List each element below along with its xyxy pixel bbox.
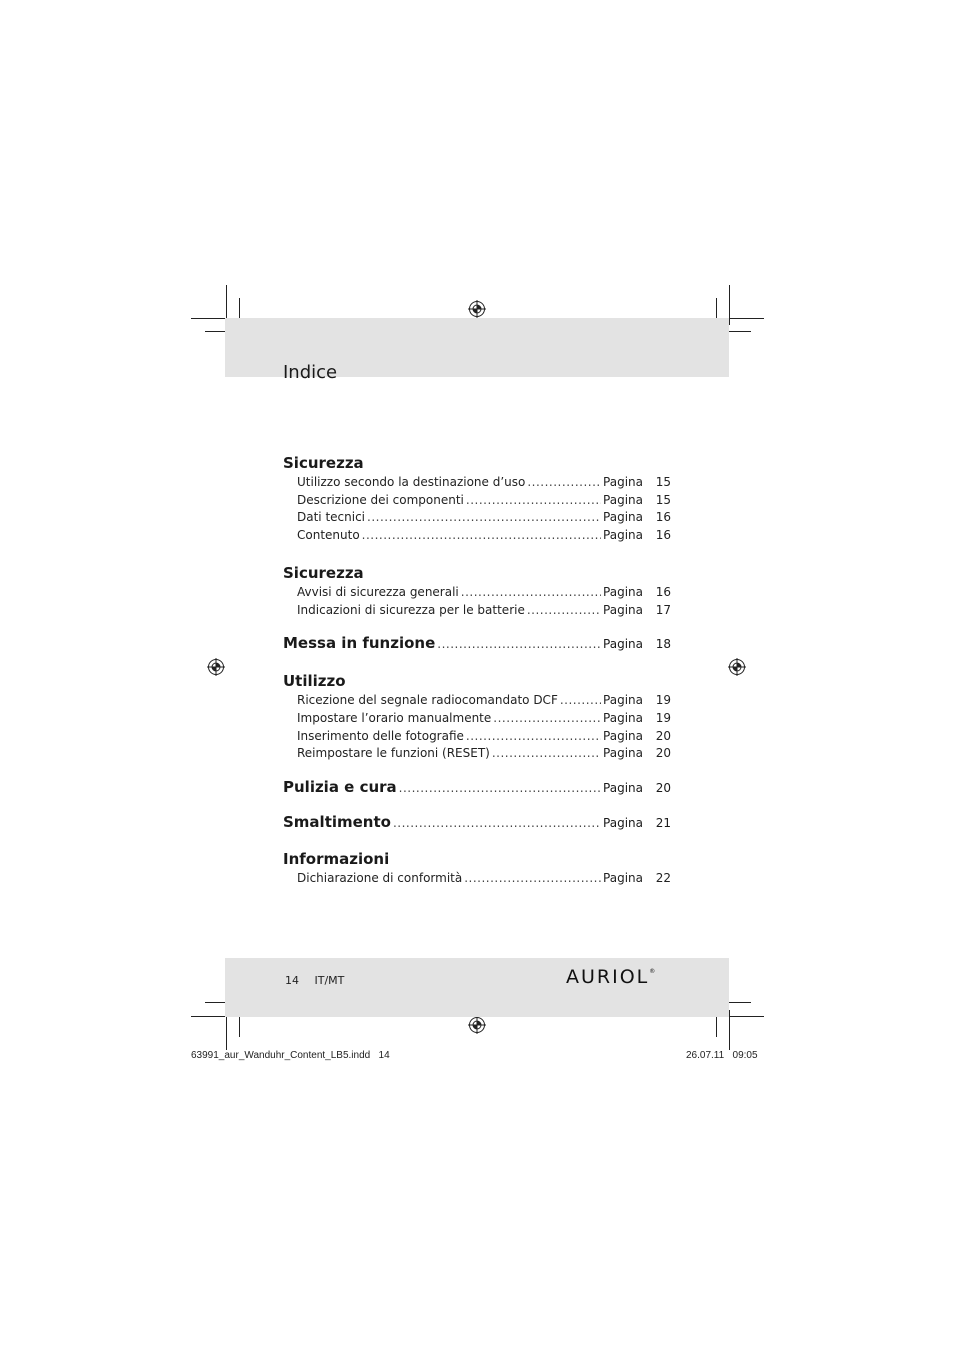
registration-mark-icon	[207, 658, 225, 676]
toc-entry-page-number: 20	[655, 781, 671, 796]
leader-dots	[399, 781, 601, 795]
toc-entry-label: Ricezione del segnale radiocomandato DCF	[297, 693, 558, 708]
toc-entry-page-word: Pagina	[603, 816, 643, 831]
slug-datetime: 26.07.11 09:05	[686, 1050, 758, 1061]
toc-entry-page-number: 21	[655, 816, 671, 831]
registration-mark-icon	[728, 658, 746, 676]
slug-filename: 63991_aur_Wanduhr_Content_LB5.indd 14	[191, 1050, 390, 1061]
toc-entry-page-number: 16	[655, 528, 671, 543]
crop-mark	[724, 1016, 764, 1017]
toc-entry-page-word: Pagina	[603, 602, 643, 617]
toc-entry-page-word: Pagina	[603, 781, 643, 796]
toc-entry-label: Dati tecnici	[297, 510, 366, 525]
toc-entry[interactable]	[283, 492, 671, 510]
leader-dots	[466, 492, 601, 510]
toc-entry-page-word: Pagina	[603, 728, 643, 743]
leader-dots	[492, 745, 601, 763]
locale-code: IT/MT	[314, 974, 345, 987]
toc-entry-label: Descrizione dei componenti	[297, 492, 464, 507]
leader-dots	[560, 692, 601, 710]
leader-dots	[493, 710, 601, 728]
toc-entry-page-word: Pagina	[603, 710, 643, 725]
toc-entry-page-number: 18	[655, 637, 671, 652]
toc-section-heading: Smaltimento	[283, 813, 391, 832]
toc-section-heading: Sicurezza	[283, 454, 364, 472]
toc-section	[283, 562, 671, 619]
toc-section-heading: Messa in funzione	[283, 634, 436, 653]
toc-section	[283, 452, 671, 545]
toc-section-heading: Utilizzo	[283, 672, 346, 691]
leader-dots	[466, 728, 601, 746]
toc-entry[interactable]	[283, 745, 671, 763]
toc-entry-page-word: Pagina	[603, 584, 643, 599]
registered-mark: ®	[649, 968, 656, 975]
footer-page-info	[285, 974, 356, 988]
leader-dots	[437, 637, 601, 651]
toc-section-inline[interactable]	[283, 634, 671, 656]
crop-mark	[729, 1010, 730, 1050]
toc-entry-page-word: Pagina	[603, 693, 643, 708]
leader-dots	[527, 474, 601, 492]
toc-entry-page-number: 16	[655, 510, 671, 525]
leader-dots	[464, 870, 601, 888]
brand-name: AURIOL	[566, 966, 650, 988]
toc-entry-page-number: 17	[655, 602, 671, 617]
toc-entry[interactable]	[283, 602, 671, 620]
toc-entry-label: Indicazioni di sicurezza per le batterie	[297, 602, 525, 617]
toc-entry-page-number: 15	[655, 475, 671, 489]
toc-entry-label: Contenuto	[297, 528, 360, 543]
toc-entry-page-word: Pagina	[603, 637, 643, 652]
toc-entry-page-word: Pagina	[603, 746, 643, 761]
toc-entry-label: Reimpostare le funzioni (RESET)	[297, 746, 490, 761]
toc-entry-page-number: 22	[655, 871, 671, 886]
toc-entry-page-number: 19	[655, 710, 671, 725]
toc-section-inline[interactable]	[283, 813, 671, 835]
toc-entry-page-word: Pagina	[603, 475, 643, 489]
toc-entry[interactable]	[283, 870, 671, 888]
toc-entry[interactable]	[283, 692, 671, 710]
toc-entry[interactable]	[283, 584, 671, 602]
brand-logo	[566, 966, 655, 988]
toc-section-heading: Sicurezza	[283, 563, 364, 582]
toc-entry-label: Utilizzo secondo la destinazione d’uso	[297, 475, 526, 489]
toc-entry-page-number: 20	[655, 746, 671, 761]
toc-entry-page-word: Pagina	[603, 510, 643, 525]
toc-entry[interactable]	[283, 527, 671, 545]
toc-entry-label: Impostare l’orario manualmente	[297, 710, 492, 725]
leader-dots	[527, 602, 601, 620]
toc-entry-page-word: Pagina	[603, 528, 643, 543]
registration-mark-icon	[468, 300, 486, 318]
leader-dots	[461, 584, 601, 602]
page-title: Indice	[283, 362, 338, 384]
toc-entry[interactable]	[283, 710, 671, 728]
registration-mark-icon	[468, 1016, 486, 1034]
toc-section	[283, 848, 671, 888]
toc-entry-page-word: Pagina	[603, 492, 643, 507]
toc-section-heading: Informazioni	[283, 850, 390, 869]
toc-section	[283, 670, 671, 763]
toc-section-inline[interactable]	[283, 778, 671, 800]
toc-entry[interactable]	[283, 509, 671, 527]
toc-entry[interactable]	[283, 728, 671, 746]
toc-entry-label: Inserimento delle fotografie	[297, 728, 464, 743]
table-of-contents	[283, 452, 671, 888]
toc-entry-page-number: 16	[655, 584, 671, 599]
toc-entry-page-number: 15	[655, 492, 671, 507]
toc-entry-label: Dichiarazione di conformità	[297, 871, 463, 886]
leader-dots	[362, 527, 601, 545]
toc-entry-page-word: Pagina	[603, 871, 643, 886]
crop-mark	[729, 285, 730, 325]
leader-dots	[393, 816, 601, 830]
toc-entry[interactable]	[283, 474, 671, 492]
page-number: 14	[285, 974, 299, 987]
toc-entry-label: Avvisi di sicurezza generali	[297, 584, 459, 599]
toc-entry-page-number: 19	[655, 693, 671, 708]
toc-section-heading: Pulizia e cura	[283, 778, 397, 797]
toc-entry-page-number: 20	[655, 728, 671, 743]
crop-mark	[724, 318, 764, 319]
leader-dots	[367, 509, 601, 527]
